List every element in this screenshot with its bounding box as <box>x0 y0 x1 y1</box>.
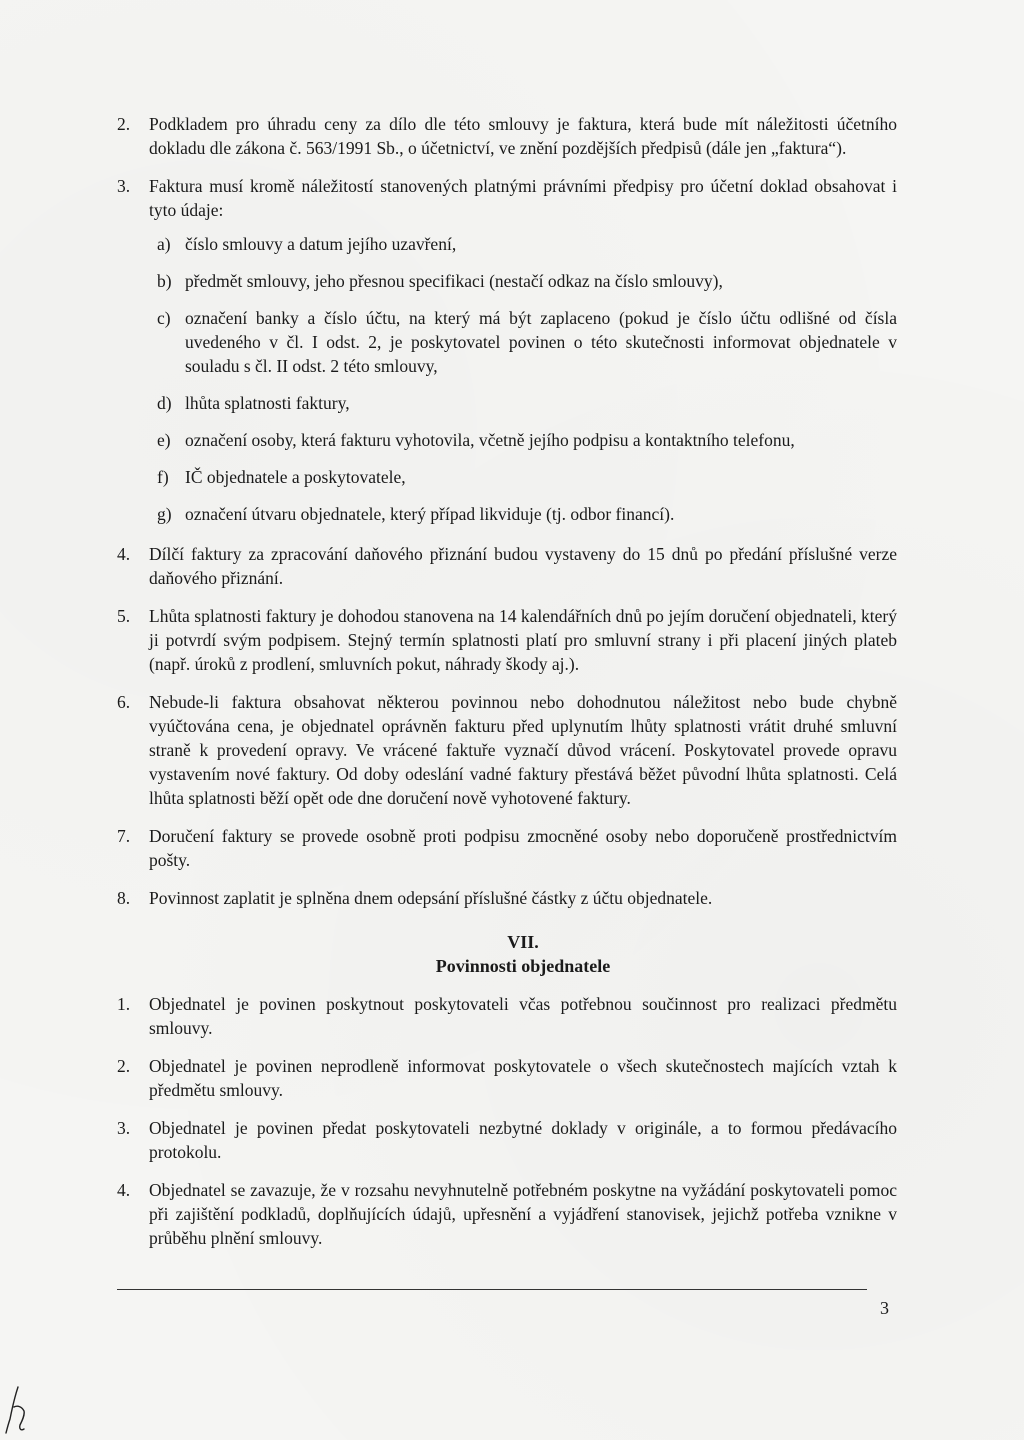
section-title: Povinnosti objednatele <box>435 956 611 976</box>
list-item <box>117 992 897 1040</box>
item-text: Objednatel se zavazuje, že v rozsahu nevyhnutelně potřebném poskytne na vyžádání poskytovateli pomoc při zajištění podkladů, doplňujících údajů, upřesnění a vyjádření stanovisek, jejichž potřeba vznikne v průběhu plnění smlouvy. <box>149 1180 897 1248</box>
list-item <box>117 542 897 590</box>
sub-item-letter: b) <box>157 271 172 291</box>
list-item <box>117 690 897 810</box>
item-text: Dílčí faktury za zpracování daňového přiznání budou vystaveny do 15 dnů po předání příslušné verze daňového přiznání. <box>149 544 897 588</box>
item-number: 3. <box>117 1118 131 1138</box>
item-body <box>149 174 897 528</box>
sub-item-text: předmět smlouvy, jeho přesnou specifikaci (nestačí odkaz na číslo smlouvy), <box>185 271 723 291</box>
sub-item <box>157 465 897 489</box>
sub-item-letter: c) <box>157 308 171 328</box>
list-item <box>117 1054 897 1102</box>
list-item <box>117 1178 897 1250</box>
sub-item-letter: e) <box>157 430 171 450</box>
item-text: Doručení faktury se provede osobně proti podpisu zmocněné osoby nebo doporučeně prostřednictvím pošty. <box>149 826 897 870</box>
item-text: Lhůta splatnosti faktury je dohodou stanovena na 14 kalendářních dnů po jejím doručení objednateli, který ji potvrdí svým podpisem. Stejný termín splatnosti platí pro smluvní strany i při placení jiných plateb (např. úroků z prodlení, smluvních pokut, náhrady škody aj.). <box>149 606 897 674</box>
sub-item <box>157 391 897 415</box>
list-item <box>117 112 897 160</box>
sub-item-text: číslo smlouvy a datum jejího uzavření, <box>185 234 457 254</box>
sub-item-text: lhůta splatnosti faktury, <box>185 393 350 413</box>
sub-item-text: označení útvaru objednatele, který případ likviduje (tj. odbor financí). <box>185 504 675 524</box>
sub-item-letter: a) <box>157 234 171 254</box>
item-text: Objednatel je povinen neprodleně informovat poskytovatele o všech skutečnostech majících vztah k předmětu smlouvy. <box>149 1056 897 1100</box>
item-number: 6. <box>117 692 131 712</box>
item-number: 8. <box>117 888 131 908</box>
sub-item-letter: d) <box>157 393 172 413</box>
footer-divider <box>117 1289 867 1290</box>
sub-item <box>157 232 897 256</box>
list-item <box>117 824 897 872</box>
item-text: Podkladem pro úhradu ceny za dílo dle této smlouvy je faktura, která bude mít náležitosti účetního dokladu dle zákona č. 563/1991 Sb., o účetnictví, ve znění pozdějších předpisů (dále jen „faktura“). <box>149 114 897 158</box>
sub-item-text: označení osoby, která fakturu vyhotovila, včetně jejího podpisu a kontaktního telefonu, <box>185 430 795 450</box>
document-body <box>117 112 897 1264</box>
sub-item-letter: g) <box>157 504 172 524</box>
list-item <box>117 174 897 528</box>
item-text: Nebude-li faktura obsahovat některou povinnou nebo dohodnutou náležitost nebo bude chybně vyúčtována cena, je objednatel oprávněn fakturu před uplynutím lhůty splatnosti vrátit druhé smluvní straně k provedení opravy. Ve vrácené faktuře vyznačí důvod vrácení. Poskytovatel provede opravu vystavením nové faktury. Od doby odeslání vadné faktury přestává běžet původní lhůta splatnosti. Celá lhůta splatnosti běží opět ode dne doručení nově vyhotovené faktury. <box>149 692 897 808</box>
page-number: 3 <box>880 1298 889 1318</box>
list-item <box>117 604 897 676</box>
item-number: 2. <box>117 114 131 134</box>
item-text: Faktura musí kromě náležitostí stanovených platnými právními předpisy pro účetní doklad obsahovat i tyto údaje: <box>149 176 897 220</box>
item-number: 7. <box>117 826 131 846</box>
item-number: 5. <box>117 606 131 626</box>
sub-item-text: označení banky a číslo účtu, na který má být zaplaceno (pokud je číslo účtu odlišné od čísla uvedeného v čl. I odst. 2, je poskytovatel povinen o této skutečnosti informovat objednatele v souladu s čl. II odst. 2 této smlouvy, <box>185 308 897 376</box>
item-text: Objednatel je povinen předat poskytovateli nezbytné doklady v originále, a to formou předávacího protokolu. <box>149 1118 897 1162</box>
item-number: 2. <box>117 1056 131 1076</box>
sub-item <box>157 428 897 452</box>
sub-item-text: IČ objednatele a poskytovatele, <box>185 467 406 487</box>
section-number: VII. <box>507 932 539 952</box>
item-number: 1. <box>117 994 131 1014</box>
sub-list <box>157 232 897 526</box>
list-item <box>117 886 897 910</box>
item-number: 4. <box>117 544 131 564</box>
signature-initials <box>4 1385 30 1435</box>
item-text: Objednatel je povinen poskytnout poskytovateli včas potřebnou součinnost pro realizaci předmětu smlouvy. <box>149 994 897 1038</box>
item-number: 3. <box>117 176 131 196</box>
item-number: 4. <box>117 1180 131 1200</box>
sub-item-letter: f) <box>157 467 169 487</box>
item-text: Povinnost zaplatit je splněna dnem odepsání příslušné částky z účtu objednatele. <box>149 888 713 908</box>
list-item <box>117 1116 897 1164</box>
sub-item <box>157 269 897 293</box>
sub-item <box>157 306 897 378</box>
sub-item <box>157 502 897 526</box>
